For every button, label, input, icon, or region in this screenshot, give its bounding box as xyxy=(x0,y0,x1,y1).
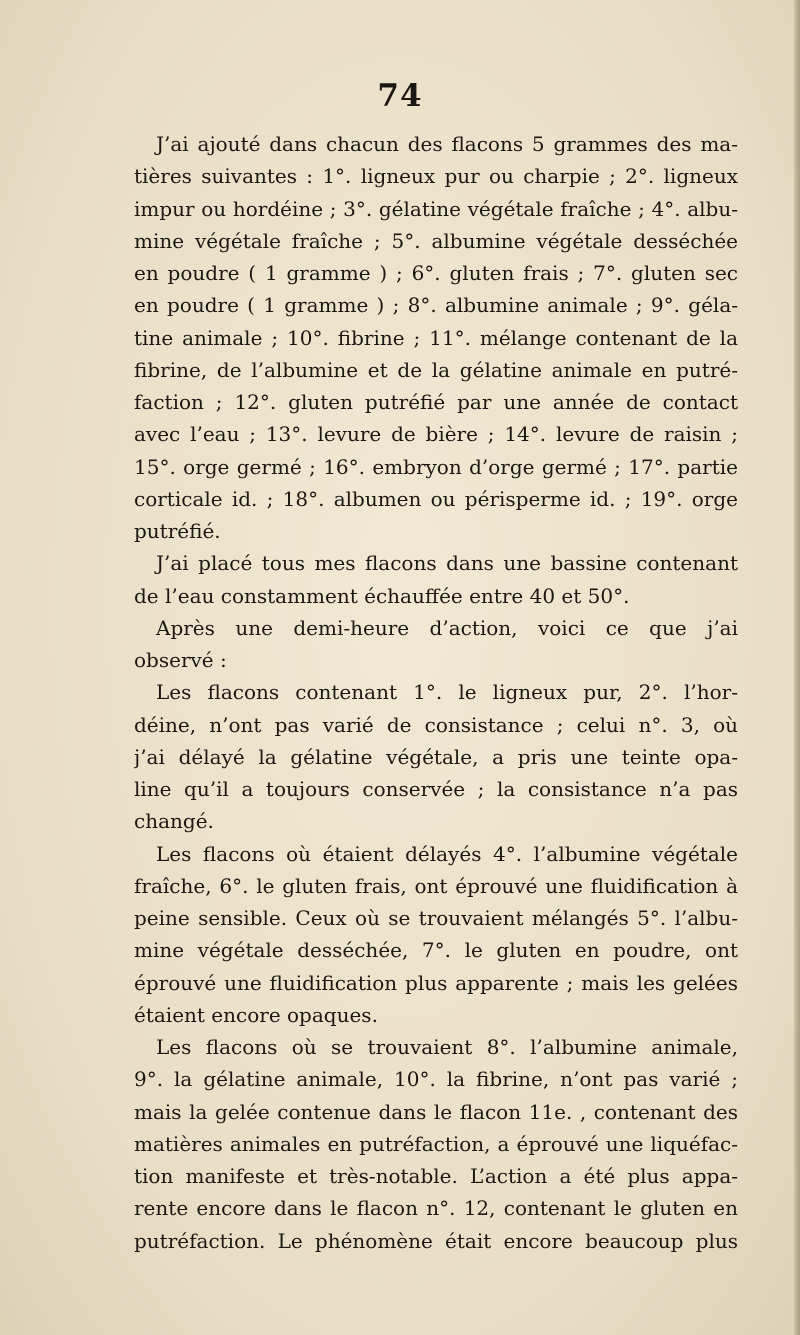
text-line: putréfié. xyxy=(134,519,221,543)
text-line: rente encore dans le flacon n°. 12, contenant le gluten en xyxy=(134,1196,738,1221)
text-line: en poudre ( 1 gramme ) ; 6°. gluten frais ; 7°. gluten sec xyxy=(134,261,738,285)
text-line: de l’eau constamment échauffée entre 40 et 50°. xyxy=(134,583,630,608)
text-line: j’ai délayé la gélatine végétale, a pris une teinte opa- xyxy=(134,744,738,769)
body-text xyxy=(134,128,738,1257)
text-line: J’ai placé tous mes flacons dans une bassine contenant xyxy=(156,551,738,576)
text-line: Les flacons où étaient délayés 4°. l’albumine végétale xyxy=(156,841,738,866)
text-line: mine végétale fraîche ; 5°. albumine végétale desséchée xyxy=(134,228,738,253)
text-line: déine, n’ont pas varié de consistance ; celui n°. 3, où xyxy=(134,712,738,737)
text-line: avec l’eau ; 13°. levure de bière ; 14°. levure de raisin ; xyxy=(134,422,738,447)
text-line: line qu’il a toujours conservée ; la consistance n’a pas xyxy=(134,777,738,801)
text-line: 15°. orge germé ; 16°. embryon d’orge germé ; 17°. partie xyxy=(134,454,738,479)
text-line: tine animale ; 10°. fibrine ; 11°. mélange contenant de la xyxy=(134,325,738,350)
text-line: tion manifeste et très-notable. L’action a été plus appa- xyxy=(134,1164,738,1188)
text-line: corticale id. ; 18°. albumen ou périsperme id. ; 19°. orge xyxy=(134,486,738,511)
text-line: mine végétale desséchée, 7°. le gluten en poudre, ont xyxy=(134,938,738,963)
page-edge xyxy=(794,0,800,1335)
text-line: impur ou hordéine ; 3°. gélatine végétale fraîche ; 4°. albu- xyxy=(134,196,738,221)
text-line: étaient encore opaques. xyxy=(134,1002,378,1027)
text-line: éprouvé une fluidification plus apparente ; mais les gelées xyxy=(134,970,738,995)
text-line: Après une demi-heure d’action, voici ce que j’ai xyxy=(156,615,738,640)
text-line: fraîche, 6°. le gluten frais, ont éprouvé une fluidification à xyxy=(134,873,738,898)
text-line: Les flacons où se trouvaient 8°. l’albumine animale, xyxy=(156,1035,738,1059)
text-line: Les flacons contenant 1°. le ligneux pur, 2°. l’hor- xyxy=(156,680,738,705)
text-line: en poudre ( 1 gramme ) ; 8°. albumine animale ; 9°. géla- xyxy=(134,293,738,318)
text-line: changé. xyxy=(134,809,214,834)
text-line: J’ai ajouté dans chacun des flacons 5 grammes des ma- xyxy=(156,132,738,156)
text-line: putréfaction. Le phénomène était encore beaucoup plus xyxy=(134,1228,738,1253)
page-number: 74 xyxy=(377,78,423,114)
text-line: fibrine, de l’albumine et de la gélatine animale en putré- xyxy=(134,357,738,382)
text-line: matières animales en putréfaction, a éprouvé une liquéfac- xyxy=(134,1131,738,1156)
text-line: faction ; 12°. gluten putréfié par une année de contact xyxy=(134,390,738,414)
text-line: tières suivantes : 1°. ligneux pur ou charpie ; 2°. ligneux xyxy=(134,164,738,189)
text-line: peine sensible. Ceux où se trouvaient mélangés 5°. l’albu- xyxy=(134,906,738,930)
text-line: mais la gelée contenue dans le flacon 11e. , contenant des xyxy=(134,1099,738,1124)
text-line: observé : xyxy=(134,648,227,672)
text-line: 9°. la gélatine animale, 10°. la fibrine, n’ont pas varié ; xyxy=(134,1067,738,1092)
